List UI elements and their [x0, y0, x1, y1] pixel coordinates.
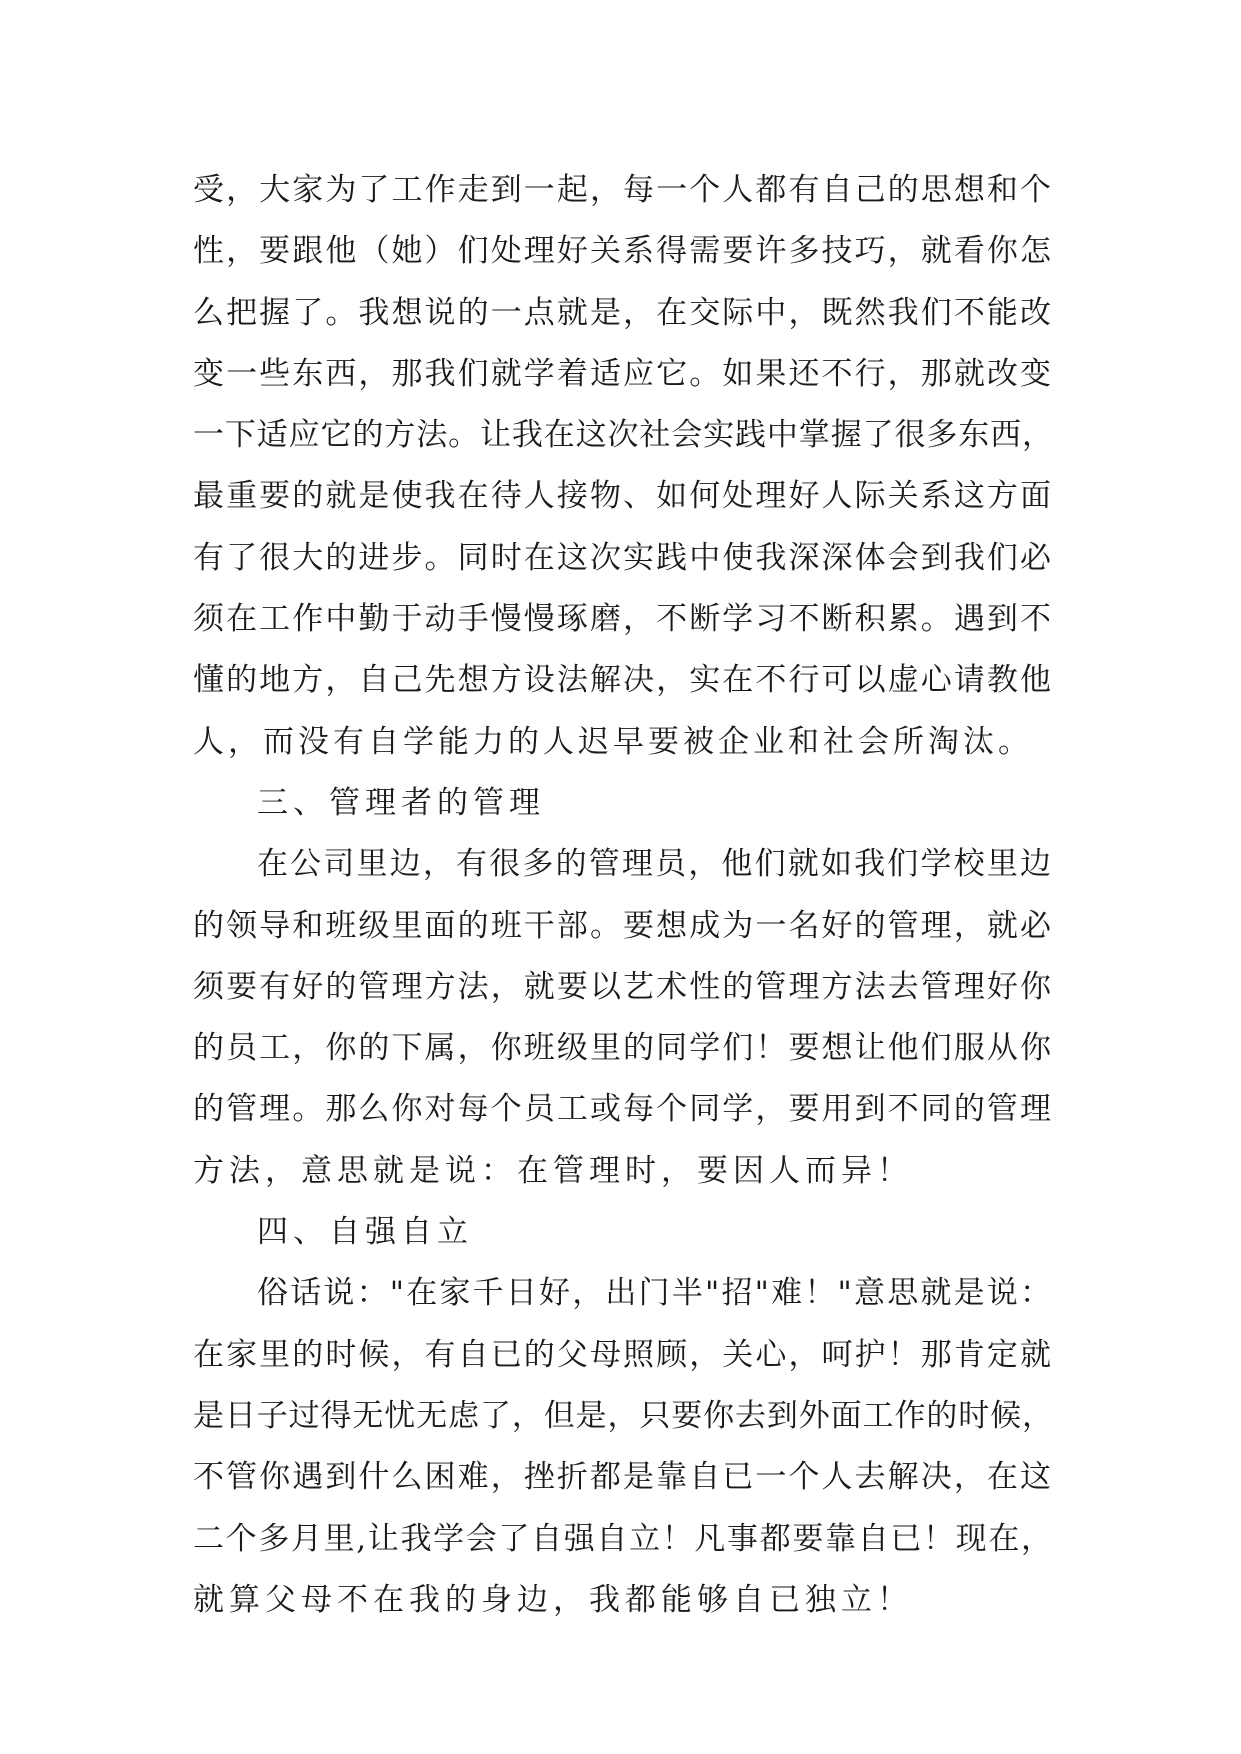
paragraph-line: 受，大家为了工作走到一起，每一个人都有自己的思想和个 [193, 172, 1053, 208]
paragraph-line: 么把握了。我想说的一点就是，在交际中，既然我们不能改 [193, 294, 1053, 331]
paragraph-line: 有了很大的进步。同时在这次实践中使我深深体会到我们必 [193, 539, 1053, 576]
section-heading: 三、管理者的管理 [257, 784, 545, 821]
paragraph-line: 方法，意思就是说：在管理时，要因人而异！ [193, 1152, 913, 1189]
paragraph-line: 变一些东西，那我们就学着适应它。如果还不行，那就改变 [193, 355, 1053, 392]
body-text [193, 160, 1053, 1631]
paragraph-line: 就算父母不在我的身边，我都能够自已独立！ [193, 1581, 913, 1618]
paragraph-line: 最重要的就是使我在待人接物、如何处理好人际关系这方面 [193, 478, 1053, 515]
section-heading: 四、自强自立 [257, 1214, 473, 1251]
paragraph-line: 不管你遇到什么困难，挫折都是靠自已一个人去解决，在这 [193, 1459, 1053, 1496]
paragraph-line: 是日子过得无忧无虑了，但是，只要你去到外面工作的时候， [193, 1397, 1053, 1434]
paragraph-line: 一下适应它的方法。让我在这次社会实践中掌握了很多东西， [193, 417, 1053, 454]
paragraph-line: 的员工，你的下属，你班级里的同学们！要想让他们服从你 [193, 1030, 1053, 1067]
paragraph-line: 性，要跟他（她）们处理好关系得需要许多技巧，就看你怎 [193, 233, 1053, 270]
paragraph-line: 在公司里边，有很多的管理员，他们就如我们学校里边 [257, 846, 1053, 883]
paragraph-line: 须要有好的管理方法，就要以艺术性的管理方法去管理好你 [193, 968, 1053, 1005]
paragraph-line: 须在工作中勤于动手慢慢琢磨，不断学习不断积累。遇到不 [193, 601, 1053, 638]
paragraph-line: 的领导和班级里面的班干部。要想成为一名好的管理，就必 [193, 907, 1053, 944]
paragraph-line: 在家里的时候，有自已的父母照顾，关心，呵护！那肯定就 [193, 1336, 1053, 1373]
paragraph-line: 人，而没有自学能力的人迟早要被企业和社会所淘汰。 [193, 723, 1033, 760]
paragraph-line: 二个多月里,让我学会了自强自立！凡事都要靠自已！现在， [193, 1520, 1053, 1557]
paragraph-line: 懂的地方，自己先想方设法解决，实在不行可以虚心请教他 [193, 662, 1053, 699]
paragraph-line: 的管理。那么你对每个员工或每个同学，要用到不同的管理 [193, 1091, 1053, 1128]
paragraph-line: 俗话说："在家千日好，出门半"招"难！"意思就是说： [257, 1275, 1053, 1312]
